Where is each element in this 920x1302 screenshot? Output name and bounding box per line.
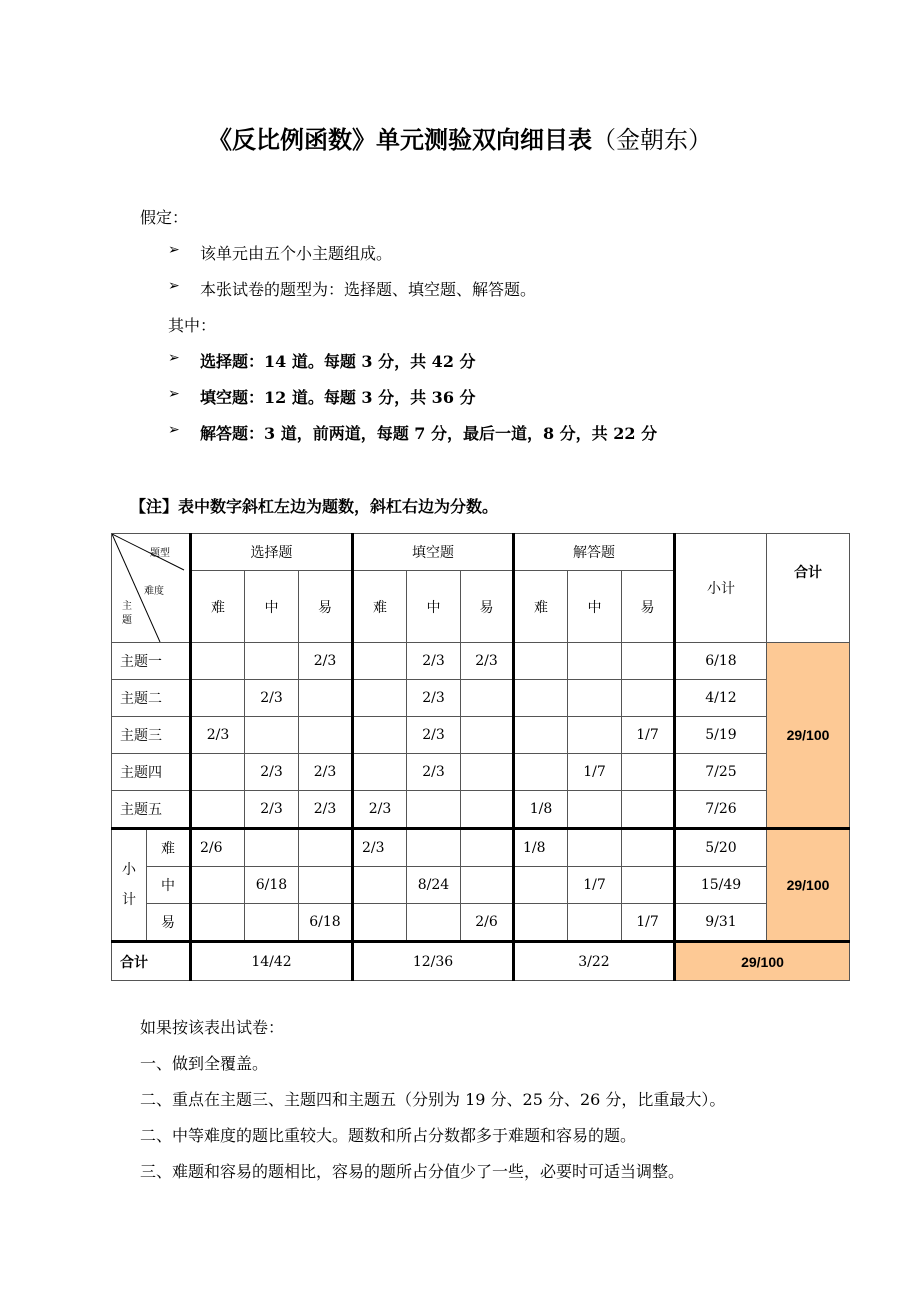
- level-header: 难: [514, 571, 568, 643]
- bullet-text: 本张试卷的题型为：选择题、填空题、解答题。: [200, 280, 537, 299]
- row-subtotal: 7/25: [675, 754, 767, 791]
- table-cell: [568, 829, 622, 867]
- table-cell: [191, 791, 245, 829]
- table-cell: [353, 867, 407, 904]
- among-label: 其中：: [168, 316, 217, 335]
- arrow-bullet-icon: ➢: [168, 422, 180, 438]
- table-cell: [191, 643, 245, 680]
- arrow-bullet-icon: ➢: [168, 278, 180, 294]
- table-cell: 2/3: [299, 754, 353, 791]
- table-row: [112, 680, 850, 717]
- table-cell: 2/3: [191, 717, 245, 754]
- table-cell: [353, 904, 407, 942]
- table-cell: 6/18: [245, 867, 299, 904]
- table-cell: [299, 717, 353, 754]
- table-cell: 2/3: [407, 717, 461, 754]
- table-cell: [568, 904, 622, 942]
- row-subtotal: 5/20: [675, 829, 767, 867]
- table-cell: 1/7: [568, 867, 622, 904]
- table-cell: [299, 680, 353, 717]
- table-cell: [622, 754, 675, 791]
- group-total: 3/22: [514, 942, 675, 981]
- group-total: 14/42: [191, 942, 353, 981]
- table-cell: [245, 643, 299, 680]
- table-cell: [461, 791, 514, 829]
- table-cell: 2/3: [353, 829, 407, 867]
- row-label: 主题五: [112, 791, 191, 829]
- conclusion-line: 二、重点在主题三、主题四和主题五（分别为 19 分、25 分、26 分，比重最大）。: [140, 1090, 726, 1109]
- table-cell: [299, 867, 353, 904]
- table-cell: [622, 791, 675, 829]
- table-cell: [245, 904, 299, 942]
- table-cell: 2/3: [407, 680, 461, 717]
- table-cell: 2/3: [407, 643, 461, 680]
- table-cell: [461, 717, 514, 754]
- conclusion-line: 二、中等难度的题比重较大。题数和所占分数都多于难题和容易的题。: [140, 1126, 637, 1145]
- table-cell: [191, 904, 245, 942]
- grand-total-row: [112, 942, 850, 981]
- row-subtotal: 5/19: [675, 717, 767, 754]
- table-cell: 1/8: [514, 829, 568, 867]
- level-header: 易: [461, 571, 514, 643]
- level-header: 难: [353, 571, 407, 643]
- table-cell: 2/3: [245, 791, 299, 829]
- table-cell: [622, 680, 675, 717]
- row-label: 主题二: [112, 680, 191, 717]
- level-header: 难: [191, 571, 245, 643]
- table-cell: 1/7: [568, 754, 622, 791]
- bullet-text: 该单元由五个小主题组成。: [200, 244, 393, 263]
- row-subtotal: 4/12: [675, 680, 767, 717]
- bullet-text: 选择题：14 道。每题 3 分，共 42 分: [200, 352, 476, 371]
- page-title: [0, 120, 920, 155]
- arrow-bullet-icon: ➢: [168, 386, 180, 402]
- table-cell: 2/6: [461, 904, 514, 942]
- level-header: 中: [245, 571, 299, 643]
- grand-total: 29/100: [675, 942, 850, 981]
- corner-type: 题型: [150, 548, 170, 559]
- table-row: [112, 867, 850, 904]
- table-cell: 1/7: [622, 717, 675, 754]
- table-cell: [514, 643, 568, 680]
- table-cell: [407, 829, 461, 867]
- arrow-bullet-icon: ➢: [168, 350, 180, 366]
- group-header: 解答题: [514, 534, 675, 571]
- spec-table: [111, 533, 850, 981]
- row-subtotal: 9/31: [675, 904, 767, 942]
- level-label: 易: [147, 904, 191, 942]
- table-cell: [191, 867, 245, 904]
- level-total: 29/100: [767, 829, 850, 942]
- level-header: 中: [568, 571, 622, 643]
- grand-total-label: 合计: [112, 942, 191, 981]
- corner-topic: 主题: [122, 601, 132, 626]
- table-row: [112, 829, 850, 867]
- title-author: （金朝东）: [592, 126, 712, 154]
- table-cell: [514, 717, 568, 754]
- table-cell: 2/3: [299, 643, 353, 680]
- bullet-text: 解答题：3 道，前两道，每题 7 分，最后一道，8 分，共 22 分: [200, 424, 658, 443]
- group-header: 填空题: [353, 534, 514, 571]
- table-row: [112, 904, 850, 942]
- table-row: [112, 717, 850, 754]
- table-cell: [461, 754, 514, 791]
- table-cell: [407, 904, 461, 942]
- level-header: 易: [299, 571, 353, 643]
- table-cell: 2/3: [461, 643, 514, 680]
- table-row: [112, 754, 850, 791]
- row-label: 主题四: [112, 754, 191, 791]
- row-subtotal: 6/18: [675, 643, 767, 680]
- table-cell: [191, 680, 245, 717]
- total-header: 合计: [767, 534, 850, 643]
- row-label: 主题一: [112, 643, 191, 680]
- topic-total: 29/100: [767, 643, 850, 829]
- table-cell: 2/3: [245, 680, 299, 717]
- corner-cell: [112, 534, 191, 643]
- table-cell: [568, 643, 622, 680]
- conclusion-line: 一、做到全覆盖。: [140, 1054, 269, 1073]
- table-cell: [461, 829, 514, 867]
- table-cell: [514, 904, 568, 942]
- group-header: 选择题: [191, 534, 353, 571]
- table-cell: [245, 717, 299, 754]
- table-cell: [568, 680, 622, 717]
- table-cell: [191, 754, 245, 791]
- arrow-bullet-icon: ➢: [168, 242, 180, 258]
- subtotal-label: 小计: [112, 829, 147, 942]
- table-row: [112, 643, 850, 680]
- table-cell: [622, 643, 675, 680]
- level-header: 易: [622, 571, 675, 643]
- level-label: 中: [147, 867, 191, 904]
- table-cell: [353, 680, 407, 717]
- table-cell: 2/3: [353, 791, 407, 829]
- table-cell: 1/8: [514, 791, 568, 829]
- table-cell: [568, 717, 622, 754]
- subtotal-header: 小计: [675, 534, 767, 643]
- table-cell: [622, 829, 675, 867]
- note: 【注】表中数字斜杠左边为题数，斜杠右边为分数。: [130, 497, 499, 516]
- assume-label: 假定：: [140, 208, 189, 227]
- table-cell: [514, 867, 568, 904]
- table-cell: [514, 754, 568, 791]
- conclusion-line: 如果按该表出试卷：: [140, 1018, 285, 1037]
- conclusion-line: 三、难题和容易的题相比，容易的题所占分值少了一些，必要时可适当调整。: [140, 1162, 685, 1181]
- level-label: 难: [147, 829, 191, 867]
- table-cell: [622, 867, 675, 904]
- table-cell: [299, 829, 353, 867]
- row-label: 主题三: [112, 717, 191, 754]
- bullet-text: 填空题：12 道。每题 3 分，共 36 分: [200, 388, 476, 407]
- table-cell: 1/7: [622, 904, 675, 942]
- table-cell: [568, 791, 622, 829]
- table-cell: [407, 791, 461, 829]
- row-subtotal: 15/49: [675, 867, 767, 904]
- table-cell: 2/6: [191, 829, 245, 867]
- corner-difficulty: 难度: [144, 586, 164, 597]
- table-cell: [353, 754, 407, 791]
- table-cell: 8/24: [407, 867, 461, 904]
- table-cell: 6/18: [299, 904, 353, 942]
- group-total: 12/36: [353, 942, 514, 981]
- row-subtotal: 7/26: [675, 791, 767, 829]
- table-row: [112, 791, 850, 829]
- table-cell: [514, 680, 568, 717]
- level-header: 中: [407, 571, 461, 643]
- table-cell: 2/3: [407, 754, 461, 791]
- table-cell: 2/3: [245, 754, 299, 791]
- title-main: 《反比例函数》单元测验双向细目表: [208, 126, 592, 154]
- table-cell: [353, 717, 407, 754]
- table-cell: 2/3: [299, 791, 353, 829]
- table-cell: [461, 867, 514, 904]
- table-cell: [353, 643, 407, 680]
- table-cell: [461, 680, 514, 717]
- table-cell: [245, 829, 299, 867]
